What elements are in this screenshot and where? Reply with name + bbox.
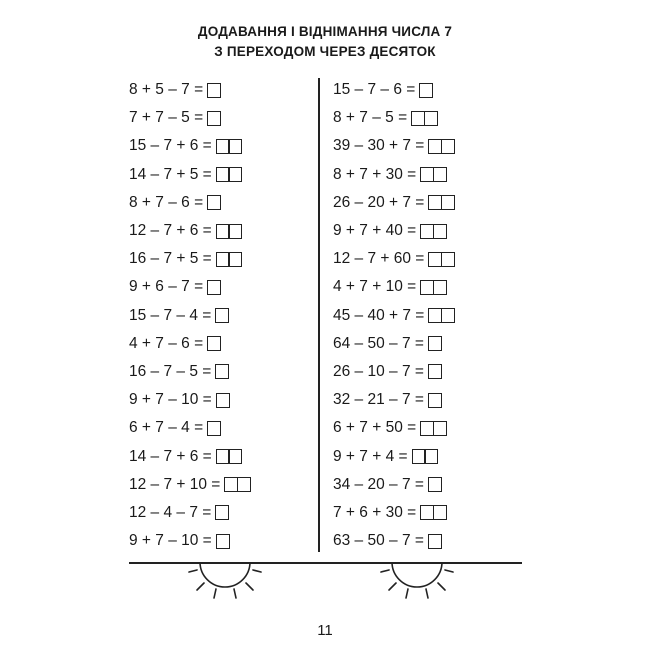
answer-box[interactable] — [433, 280, 447, 295]
exercise-expression: 64 – 50 – 7 = — [333, 334, 424, 352]
sun-icon — [188, 562, 262, 624]
answer-box[interactable] — [428, 336, 442, 351]
exercise-expression: 12 – 7 + 6 = — [129, 222, 212, 240]
exercise-row — [333, 330, 455, 358]
exercise-row — [129, 527, 251, 555]
answer-box[interactable] — [215, 364, 229, 379]
answer-box[interactable] — [433, 224, 447, 239]
answer-box[interactable] — [207, 83, 221, 98]
answer-box[interactable] — [215, 505, 229, 520]
exercise-expression: 8 + 5 – 7 = — [129, 81, 204, 99]
exercise-expression: 12 – 7 + 10 = — [129, 475, 221, 493]
exercise-row — [129, 499, 251, 527]
exercise-expression: 6 + 7 + 50 = — [333, 419, 417, 437]
exercise-row — [129, 386, 251, 414]
answer-box[interactable] — [441, 195, 455, 210]
answer-box[interactable] — [228, 252, 242, 267]
exercise-row — [129, 302, 251, 330]
exercise-row — [333, 245, 455, 273]
exercise-expression: 14 – 7 + 5 = — [129, 165, 212, 183]
exercise-expression: 15 – 7 – 6 = — [333, 81, 416, 99]
exercise-row — [333, 527, 455, 555]
exercise-expression: 6 + 7 – 4 = — [129, 419, 204, 437]
exercise-row — [129, 104, 251, 132]
exercise-row — [129, 132, 251, 160]
answer-box[interactable] — [207, 280, 221, 295]
exercise-expression: 16 – 7 – 5 = — [129, 362, 212, 380]
exercise-expression: 8 + 7 – 6 = — [129, 193, 204, 211]
exercise-row — [333, 386, 455, 414]
exercise-expression: 14 – 7 + 6 = — [129, 447, 212, 465]
answer-box[interactable] — [237, 477, 251, 492]
exercise-expression: 9 + 7 – 10 = — [129, 391, 212, 409]
exercise-expression: 16 – 7 + 5 = — [129, 250, 212, 268]
answer-box[interactable] — [428, 393, 442, 408]
exercise-row — [333, 104, 455, 132]
exercise-row — [333, 414, 455, 442]
answer-box[interactable] — [207, 111, 221, 126]
answer-box[interactable] — [441, 252, 455, 267]
column-divider — [318, 78, 320, 552]
answer-box[interactable] — [441, 139, 455, 154]
exercise-expression: 34 – 20 – 7 = — [333, 475, 424, 493]
exercise-expression: 9 + 7 – 10 = — [129, 532, 212, 550]
exercise-row — [129, 245, 251, 273]
answer-box[interactable] — [228, 167, 242, 182]
left-exercise-column — [129, 76, 251, 555]
exercise-row — [333, 76, 455, 104]
exercise-row — [333, 217, 455, 245]
exercise-row — [333, 189, 455, 217]
exercise-expression: 12 – 4 – 7 = — [129, 503, 212, 521]
exercise-expression: 39 – 30 + 7 = — [333, 137, 425, 155]
answer-box[interactable] — [228, 224, 242, 239]
exercise-row — [129, 471, 251, 499]
exercise-expression: 15 – 7 + 6 = — [129, 137, 212, 155]
right-exercise-column — [333, 76, 455, 555]
answer-box[interactable] — [207, 195, 221, 210]
exercise-expression: 9 + 7 + 40 = — [333, 222, 417, 240]
exercise-expression: 12 – 7 + 60 = — [333, 250, 425, 268]
exercise-row — [129, 161, 251, 189]
answer-box[interactable] — [207, 421, 221, 436]
answer-box[interactable] — [228, 449, 242, 464]
exercise-row — [333, 358, 455, 386]
page-number: 11 — [317, 622, 333, 639]
answer-box[interactable] — [228, 139, 242, 154]
exercise-row — [333, 302, 455, 330]
exercise-expression: 15 – 7 – 4 = — [129, 306, 212, 324]
exercise-expression: 26 – 10 – 7 = — [333, 362, 424, 380]
exercise-row — [129, 76, 251, 104]
answer-box[interactable] — [424, 449, 438, 464]
exercise-expression: 9 + 6 – 7 = — [129, 278, 204, 296]
exercise-row — [333, 273, 455, 301]
answer-box[interactable] — [216, 534, 230, 549]
exercise-row — [129, 217, 251, 245]
exercise-row — [129, 414, 251, 442]
exercise-expression: 7 + 6 + 30 = — [333, 503, 417, 521]
exercise-expression: 8 + 7 – 5 = — [333, 109, 408, 127]
exercise-row — [333, 471, 455, 499]
sun-icon — [380, 562, 454, 624]
title-line-1: ДОДАВАННЯ І ВІДНІМАННЯ ЧИСЛА 7 — [197, 24, 453, 39]
exercise-expression: 32 – 21 – 7 = — [333, 391, 424, 409]
exercise-row — [333, 499, 455, 527]
exercise-expression: 8 + 7 + 30 = — [333, 165, 417, 183]
exercise-row — [129, 330, 251, 358]
exercise-expression: 4 + 7 – 6 = — [129, 334, 204, 352]
exercise-row — [333, 442, 455, 470]
exercise-expression: 9 + 7 + 4 = — [333, 447, 408, 465]
answer-box[interactable] — [216, 393, 230, 408]
answer-box[interactable] — [428, 364, 442, 379]
answer-box[interactable] — [207, 336, 221, 351]
exercise-row — [129, 358, 251, 386]
exercise-expression: 45 – 40 + 7 = — [333, 306, 425, 324]
answer-box[interactable] — [215, 308, 229, 323]
answer-box[interactable] — [424, 111, 438, 126]
exercise-expression: 26 – 20 + 7 = — [333, 193, 425, 211]
answer-box[interactable] — [433, 505, 447, 520]
answer-box[interactable] — [428, 534, 442, 549]
exercise-row — [333, 132, 455, 160]
exercise-expression: 7 + 7 – 5 = — [129, 109, 204, 127]
title-line-2: З ПЕРЕХОДОМ ЧЕРЕЗ ДЕСЯТОК — [214, 44, 436, 59]
answer-box[interactable] — [433, 421, 447, 436]
exercise-row — [129, 189, 251, 217]
answer-box[interactable] — [433, 167, 447, 182]
exercise-row — [129, 273, 251, 301]
answer-box[interactable] — [419, 83, 433, 98]
exercise-row — [129, 442, 251, 470]
answer-box[interactable] — [428, 477, 442, 492]
answer-box[interactable] — [441, 308, 455, 323]
exercise-row — [333, 161, 455, 189]
exercise-expression: 4 + 7 + 10 = — [333, 278, 417, 296]
page-title — [0, 22, 650, 62]
exercise-expression: 63 – 50 – 7 = — [333, 532, 424, 550]
